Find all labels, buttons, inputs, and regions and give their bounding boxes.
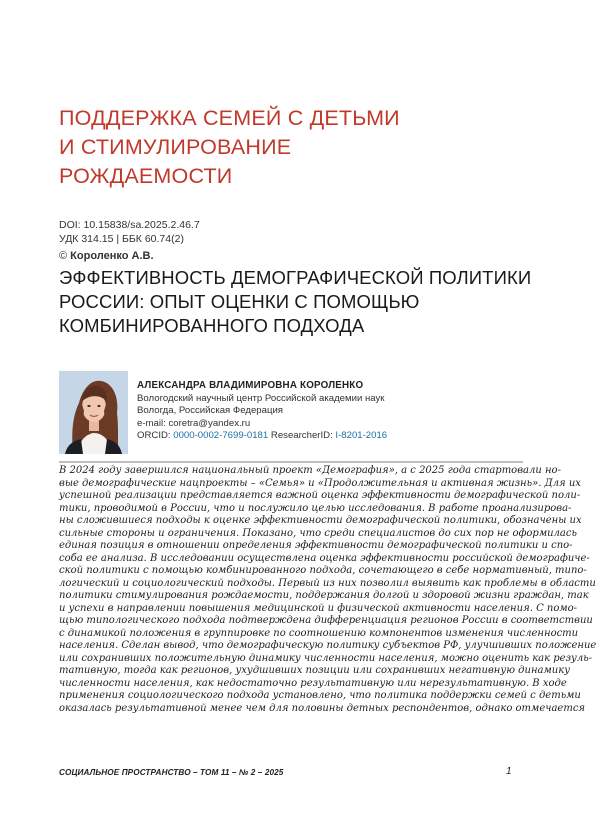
section-title-line: ПОДДЕРЖКА СЕМЕЙ С ДЕТЬМИ bbox=[59, 106, 400, 130]
author-affiliation: Вологодский научный центр Российской академии наук bbox=[137, 392, 385, 404]
section-title bbox=[59, 104, 519, 191]
abstract-line: и успехи в направлении повышения медицинской и физической активности населения. С помо- bbox=[59, 602, 578, 614]
abstract-line: оказалась результативной менее чем для половины детных респондентов, однако отмечается bbox=[59, 702, 586, 714]
page-number: 1 bbox=[506, 766, 512, 777]
copyright-icon: © bbox=[59, 250, 68, 262]
abstract-line: единая позиция в отношении определения эффективности демографической политики и спо- bbox=[59, 540, 573, 551]
author-info bbox=[137, 380, 527, 443]
udk-bbk: УДК 314.15 | ББК 60.74(2) bbox=[59, 233, 184, 245]
abstract-line: тики, проводимой в России, что и послужило целью исследования. В работе проанализирова- bbox=[59, 502, 572, 514]
author-photo bbox=[59, 371, 128, 454]
article-title-line: РОССИИ: ОПЫТ ОЦЕНКИ С ПОМОЩЬЮ bbox=[59, 291, 420, 312]
abstract-line: сильные стороны и ограничения. Показано, что среди специалистов до сих пор не оформилась bbox=[59, 527, 577, 539]
abstract-line: ны сложившиеся подходы к оценке эффективности демографической политики, обозначены их bbox=[59, 515, 582, 526]
orcid-link[interactable]: 0000-0002-7699-0181 bbox=[173, 430, 269, 441]
author-ids bbox=[137, 430, 527, 443]
author-email[interactable]: e-mail: coretra@yandex.ru bbox=[137, 417, 251, 429]
abstract-line: вые демографические нацпроекты – «Семья» и «Продолжительная и активная жизнь». Для их bbox=[59, 477, 581, 489]
article-title bbox=[59, 266, 532, 338]
abstract-line: успешной реализации представляется важной оценка эффективности демографической поли- bbox=[59, 490, 581, 501]
journal-footer: СОЦИАЛЬНОЕ ПРОСТРАНСТВО – ТОМ 11 – № 2 – 2025 bbox=[59, 768, 284, 777]
abstract-line: логический и социологический подходы. Первый из них позволил выявить как проблемы в области bbox=[59, 577, 596, 589]
abstract-line: применения социологического подхода установлено, что политика поддержки семей с детьми bbox=[59, 690, 581, 701]
copyright-line bbox=[59, 249, 519, 263]
article-title-line: ЭФФЕКТИВНОСТЬ ДЕМОГРАФИЧЕСКОЙ ПОЛИТИКИ bbox=[59, 267, 532, 288]
researcher-id-label: ResearcherID: bbox=[268, 430, 336, 441]
article-metadata bbox=[59, 218, 519, 263]
abstract-line: политики стимулирования рождаемости, поддержания долгой и здоровой жизни граждан, так bbox=[59, 590, 589, 601]
section-title-line: РОЖДАЕМОСТИ bbox=[59, 164, 233, 188]
section-title-line: И СТИМУЛИРОВАНИЕ bbox=[59, 135, 292, 159]
doi[interactable]: DOI: 10.15838/sa.2025.2.46.7 bbox=[59, 219, 200, 231]
abstract-line: с динамикой положения в группировке по соотношению компонентов изменения численности bbox=[59, 627, 579, 639]
abstract-line: или сохранивших положительную динамику численности населения, можно оценить как резуль- bbox=[59, 652, 593, 664]
abstract bbox=[59, 465, 596, 715]
orcid-label: ORCID: bbox=[137, 430, 174, 441]
abstract-line: соба ее анализа. В исследовании осуществлена оценка эффективности российской демографиче- bbox=[59, 552, 590, 564]
abstract-line: тативную, тогда как регионов, ухудшивших позиции или сохранивших негативную динамику bbox=[59, 665, 571, 676]
author-portrait-icon bbox=[59, 371, 128, 454]
divider bbox=[59, 461, 523, 463]
abstract-line: населения. Сделан вывод, что демографическую политику субъектов РФ, улучшивших положение bbox=[59, 640, 596, 651]
abstract-line: ской политики с помощью комбинированного подхода, сочетающего в себе нормативный, типо- bbox=[59, 565, 587, 576]
researcher-id-link[interactable]: I-8201-2016 bbox=[335, 430, 388, 441]
author-location: Вологда, Российская Федерация bbox=[137, 405, 283, 416]
author-name: АЛЕКСАНДРА ВЛАДИМИРОВНА КОРОЛЕНКО bbox=[137, 380, 364, 391]
abstract-line: численности населения, как недостаточно результативную или нерезультативную. В ходе bbox=[59, 677, 567, 689]
abstract-line: щью типологического подхода подтверждена дифференциация регионов России в соответствии bbox=[59, 615, 593, 626]
copyright-author: Короленко А.В. bbox=[70, 250, 154, 262]
article-title-line: КОМБИНИРОВАННОГО ПОДХОДА bbox=[59, 315, 365, 336]
abstract-line: В 2024 году завершился национальный проект «Демография», а с 2025 года стартовали но- bbox=[59, 465, 561, 476]
